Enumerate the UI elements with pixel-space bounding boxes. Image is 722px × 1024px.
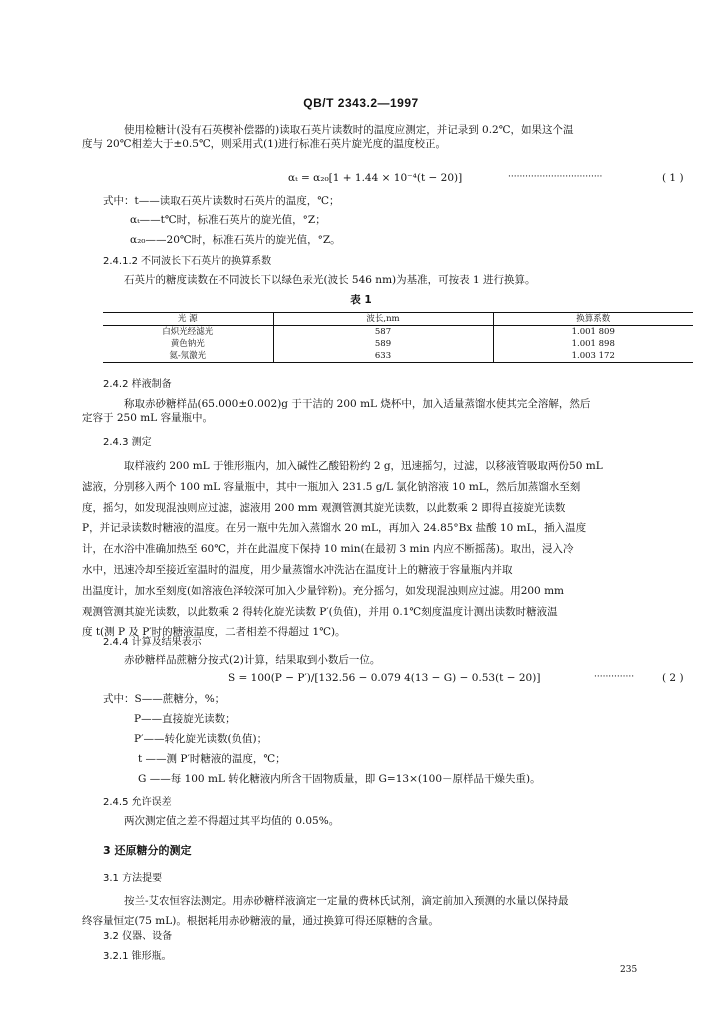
section-2-4-1-2-title: 2.4.1.2 不同波长下石英片的换算系数 [103,256,272,267]
text-line: 度 t(测 P 及 P′时的糖液温度，二者相差不得超过 1℃)。 [82,626,346,639]
section-3-2-title: 3.2 仪器、设备 [103,931,173,942]
text-line: 按兰-艾农恒容法测定。用赤砂糖样液滴定一定量的费林氏试剂，滴定前加入预测的水量以保持最 [124,895,569,907]
section-2-4-1-2-text: 石英片的糖度读数在不同波长下以绿色汞光(波长 546 nm)为基准，可按表 1 进行换算。 [124,274,536,286]
section-3-1-title: 3.1 方法提要 [103,873,163,884]
table-header-cell: 光 源 [103,313,273,326]
where-line: 式中：t——读取石英片读数时石英片的温度，℃； [103,195,340,207]
section-3-2-1-title: 3.2.1 锥形瓶。 [103,951,172,962]
section-2-4-4-title: 2.4.4 计算及结果表示 [103,637,202,648]
text-line: 计，在水浴中准确加热至 60℃，并在此温度下保持 10 min(在最初 3 min 内应不断摇荡)。取出，浸入冷 [82,543,574,556]
formula-2-number: ( 2 ) [662,672,684,684]
text-line: 滤液，分别移入两个 100 mL 容量瓶中，其中一瓶加入 231.5 g/L 氯化钠溶液 10 mL，然后加蒸馏水至刻 [82,480,581,493]
where-line: α₂₀——20℃时，标准石英片的旋光值，°Z。 [130,234,341,246]
formula-2-leader: ·············· [594,672,635,682]
where-line: P——直接旋光读数； [134,713,236,725]
text-line: 定容于 250 mL 容量瓶中。 [82,411,213,424]
table-header-cell: 波长,nm [273,313,493,326]
text-line: 取样液约 200 mL 于锥形瓶内，加入碱性乙酸铅粉约 2 g，迅速摇匀，过滤，以移液管吸取两份50 mL [124,460,603,472]
table-cell: 黄色钠光 [170,339,205,349]
table-cell: 氦-氖激光 [169,351,207,361]
where-line: G ——每 100 mL 转化糖液内所含干固物质量，即 G=13×(100－原样品干燥失重)。 [138,773,541,785]
section-2-4-3-text [82,456,693,643]
document-header: QB/T 2343.2—1997 [303,96,419,110]
text-line: 使用检糖计(没有石英楔补偿器的)读取石英片读数时的温度应测定，并记录到 0.2℃，如果这个温 [124,124,574,136]
text-line: 水中，迅速冷却至接近室温时的温度，用少量蒸馏水冲洗沾在温度计上的糖液于容量瓶内并取 [82,563,513,576]
table-row [103,338,693,350]
where-line: αₜ——t℃时，标准石英片的旋光值，°Z； [130,214,326,226]
paragraph-temperature [82,124,693,151]
section-3-1-text [82,891,693,931]
section-2-4-2-title: 2.4.2 样液制备 [103,379,172,390]
section-2-4-4-text: 赤砂糖样品蔗糖分按式(2)计算，结果取到小数后一位。 [124,654,381,666]
text-line: 观测管测其旋光读数，以此数乘 2 得转化旋光读数 P′(负值)，并用 0.1℃刻度温度计测出读数时糖液温 [82,605,558,618]
table-cell: 589 [273,338,493,350]
text-line: 出温度计，加水至刻度(如溶液色泽较深可加入少量锌粉)。充分摇匀，如发现混浊则应过滤。用200 mm [82,584,564,597]
where-line: t ——测 P′时糖液的温度，℃； [138,753,286,765]
table-cell: 1.001 809 [493,326,693,339]
formula-2: S = 100(P − P′)/[132.56 − 0.079 4(13 − G) − 0.53(t − 20)] [228,672,541,684]
text-line: 度与 20℃相差大于±0.5℃，则采用式(1)进行标准石英片旋光度的温度校正。 [82,137,447,150]
page-number: 235 [620,965,638,975]
table-row [103,350,693,363]
formula-1-leader: ································· [508,172,603,182]
table-cell: 587 [273,326,493,339]
text-line: 称取赤砂糖样品(65.000±0.002)g 于干洁的 200 mL 烧杯中，加入适量蒸馏水使其完全溶解，然后 [124,398,591,410]
table-1-caption: 表 1 [350,294,372,306]
text-line: 终容量恒定(75 mL)。根据耗用赤砂糖液的量，通过换算可得还原糖的含量。 [82,915,439,927]
text-line: P，并记录读数时糖液的温度。在另一瓶中先加入蒸馏水 20 mL，再加入 24.85°Bx 盐酸 10 mL，插入温度 [82,522,587,535]
table-cell: 1.003 172 [493,350,693,363]
table-cell: 633 [273,350,493,363]
section-2-4-5-title: 2.4.5 允许误差 [103,797,172,808]
table-cell: 白炽光经滤光 [162,327,214,337]
section-2-4-3-title: 2.4.3 测定 [103,437,152,448]
formula-1: αₜ = α₂₀[1 + 1.44 × 10⁻⁴(t − 20)] [288,172,463,184]
table-header-row [103,313,693,326]
section-2-4-5-text: 两次测定值之差不得超过其平均值的 0.05%。 [124,815,340,827]
table-header-cell: 换算系数 [493,313,693,326]
where-line: P′——转化旋光读数(负值)； [134,733,268,745]
section-2-4-2-text [82,398,693,425]
table-row [103,326,693,339]
formula-1-number: ( 1 ) [662,172,684,184]
where-line: 式中：S——蔗糖分，%； [103,693,226,705]
table-cell: 1.001 898 [493,338,693,350]
table-1 [103,312,693,363]
section-3-title: 3 还原糖分的测定 [103,844,192,857]
text-line: 度，摇匀，如发现混浊则应过滤，滤液用 200 mm 观测管测其旋光读数，以此数乘 2 即得直接旋光读数 [82,501,566,514]
